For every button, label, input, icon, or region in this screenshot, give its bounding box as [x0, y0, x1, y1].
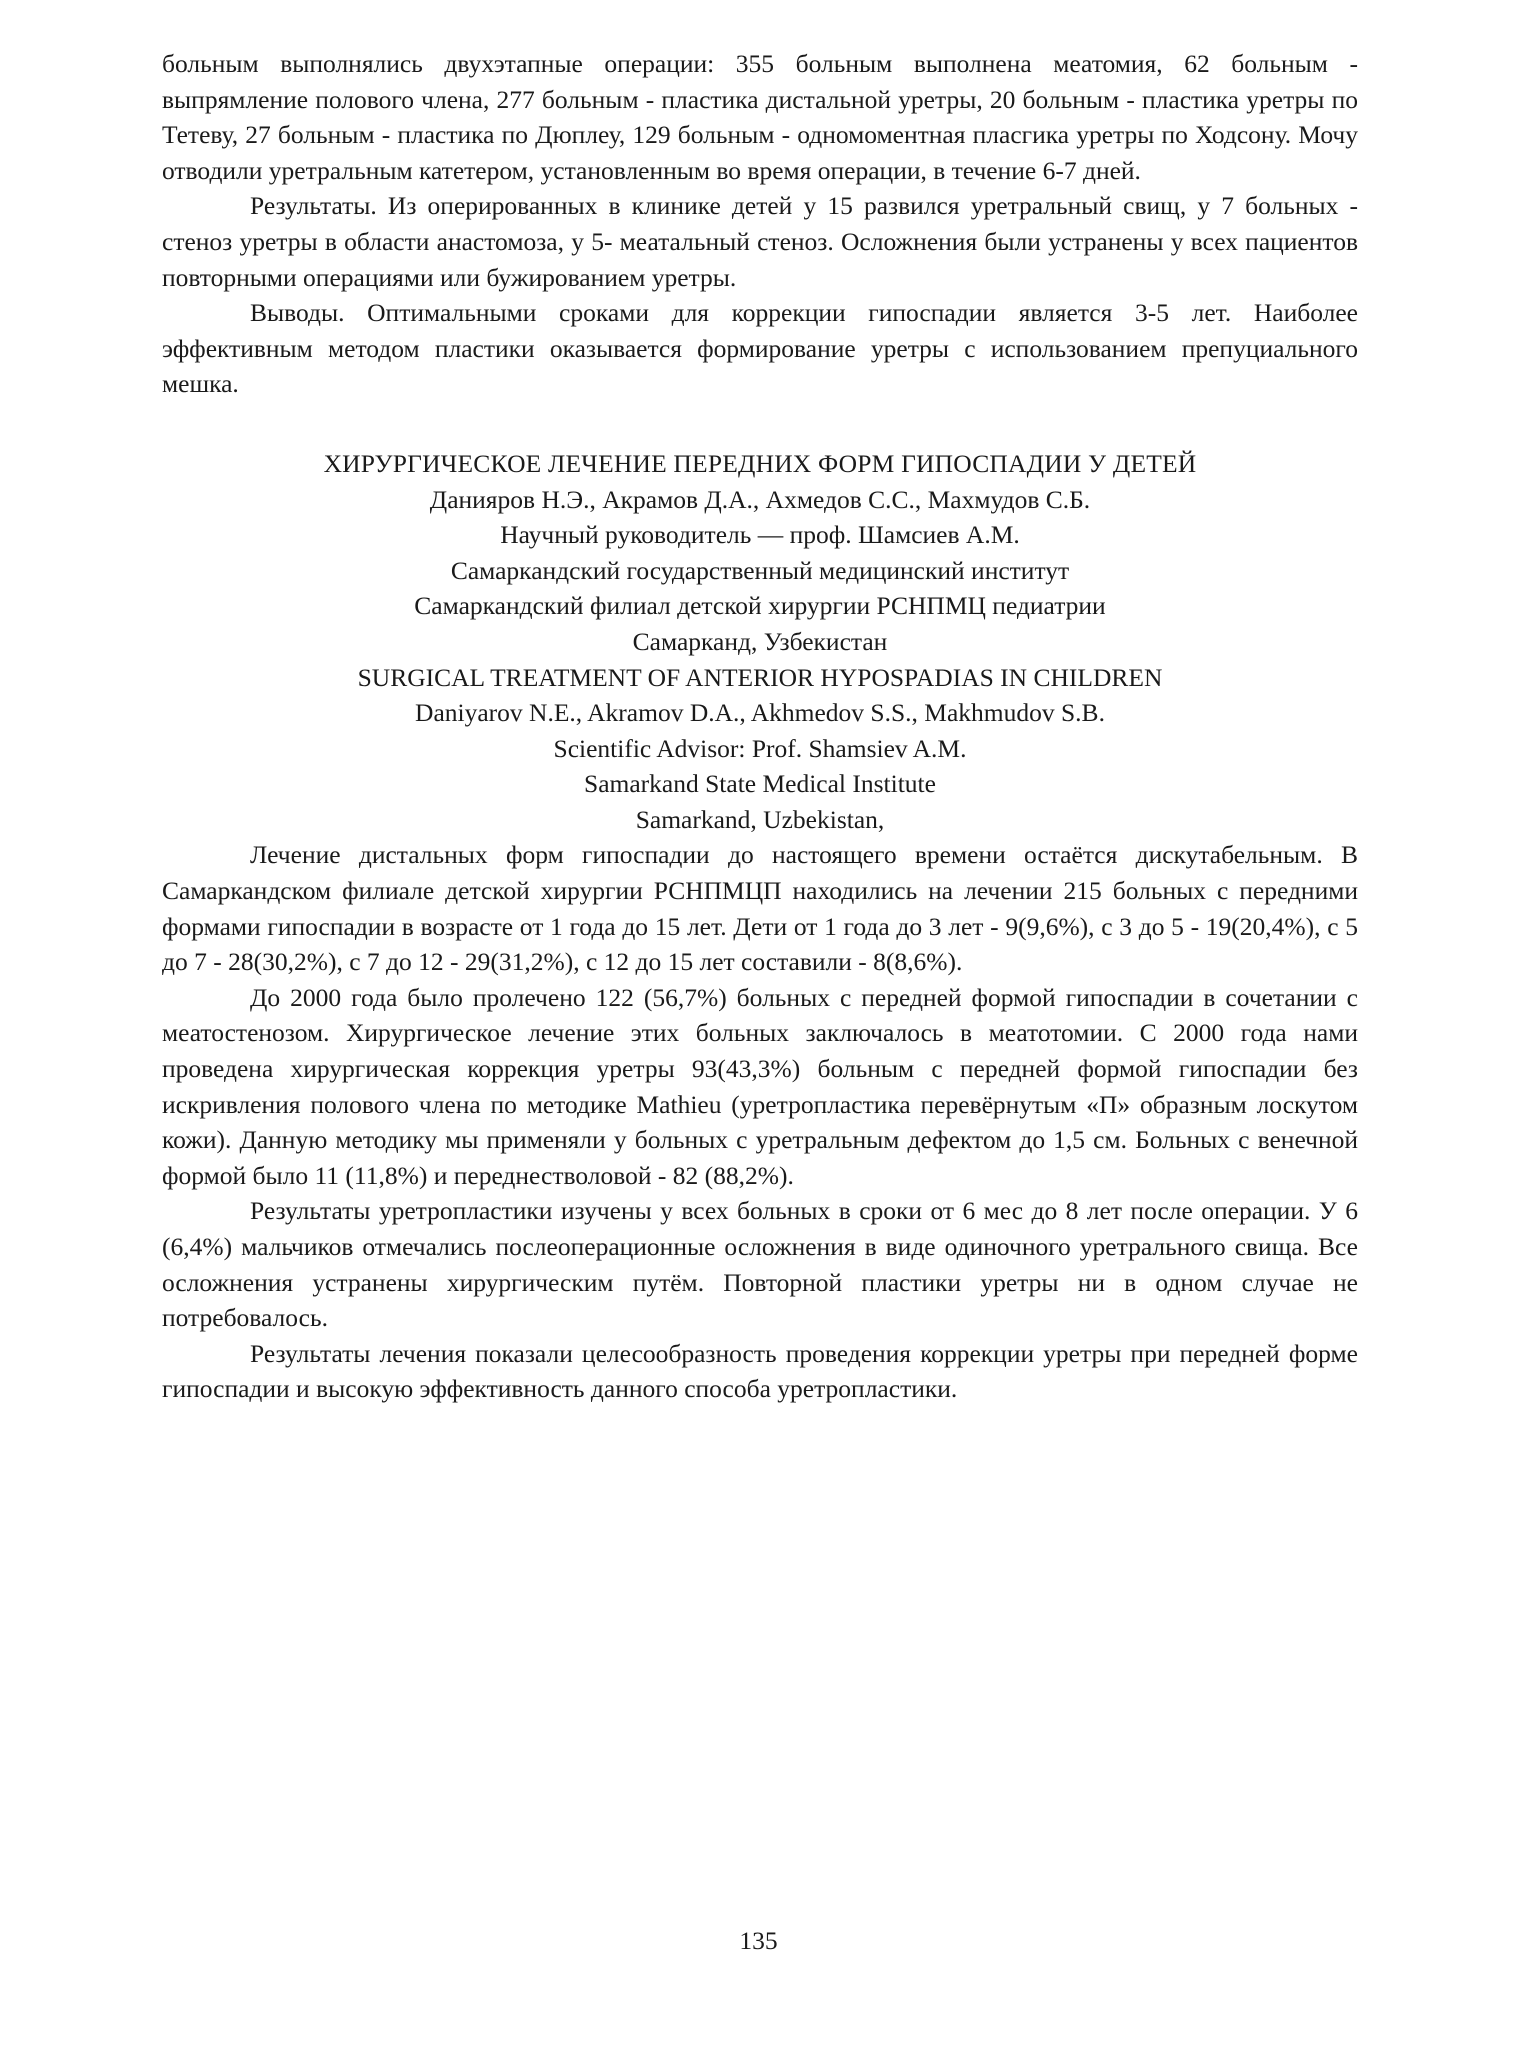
article-branch-ru: Самаркандский филиал детской хирургии РСНПМЦ педиатрии [414, 591, 1106, 621]
body-paragraph-intro: Лечение дистальных форм гипоспадии до настоящего времени остаётся дискутабельным. В Самаркандском филиале детской хирургии РСНПМЦП находились на лечении 215 больных с передними формами гипоспадии в возрасте от 1 года до 15 лет. Дети от 1 года до 3 лет - 9(9,6%), с 3 до 5 - 19(20,4%), с 5 до 7 - 28(30,2%), с 7 до 12 - 29(31,2%), с 12 до 15 лет составили - 8(8,6%). [162, 840, 1358, 977]
article-city-ru: Самарканд, Узбекистан [632, 626, 888, 656]
article-authors-ru: Данияров Н.Э., Акрамов Д.А., Ахмедов С.С., Махмудов С.Б. [429, 484, 1091, 514]
article-advisor-ru: Научный руководитель — проф. Шамсиев А.М. [500, 520, 1020, 550]
article-city-en: Samarkand, Uzbekistan, [635, 804, 885, 834]
body-paragraph-treatment: До 2000 года было пролечено 122 (56,7%) больных с передней формой гипоспадии в сочетании с меатостенозом. Хирургическое лечение этих больных заключалось в меатотомии. С 2000 года нами проведена хирургическая коррекция уретры 93(43,3%) больным с передней формой гипоспадии без искривления полового члена по методике Mathieu (уретропластика перевёрнутым «П» образным лоскутом кожи). Данную методику мы применяли у больных с уретральным дефектом до 1,5 см. Больных с венечной формой было 11 (11,8%) и переднестволовой - 82 (88,2%). [162, 982, 1358, 1190]
article-institute-en: Samarkand State Medical Institute [584, 769, 936, 799]
continuation-paragraph-methods: больным выполнялись двухэтапные операции: 355 больным выполнена меатомия, 62 больным - выпрямление полового члена, 277 больным - пластика дистальной уретры, 20 больным - пластика уретры по Тетеву, 27 больным - пластика по Дюплеу, 129 больным - одномоментная пласгика уретры по Ходсону. Мочу отводили уретральным катетером, установленным во время операции, в течение 6-7 дней. [162, 49, 1358, 185]
continuation-paragraph-conclusions: Выводы. Оптимальными сроками для коррекции гипоспадии является 3-5 лет. Наиболее эффективным методом пластики оказывается формирование уретры с использованием препуциального мешка. [162, 298, 1358, 399]
document-page [162, 46, 1358, 1407]
article-authors-en: Daniyarov N.E., Akramov D.A., Akhmedov S.S., Makhmudov S.B. [415, 698, 1105, 728]
article-header [162, 446, 1358, 838]
article-title-en: SURGICAL TREATMENT OF ANTERIOR HYPOSPADIAS IN CHILDREN [357, 662, 1163, 692]
article-institute-ru: Самаркандский государственный медицинский институт [450, 555, 1070, 585]
continuation-paragraph-results: Результаты. Из оперированных в клинике детей у 15 развился уретральный свищ, у 7 больных - стеноз уретры в области анастомоза, у 5- меатальный стеноз. Осложнения были устранены у всех пациентов повторными операциями или бужированием уретры. [162, 191, 1358, 292]
article-advisor-en: Scientific Advisor: Prof. Shamsiev A.M. [553, 733, 967, 763]
article-body [162, 837, 1358, 1407]
body-paragraph-conclusion: Результаты лечения показали целесообразность проведения коррекции уретры при передней форме гипоспадии и высокую эффективность данного способа уретропластики. [162, 1338, 1358, 1404]
section-gap [162, 402, 1358, 446]
body-paragraph-results: Результаты уретропластики изучены у всех больных в сроки от 6 мес до 8 лет после операции. У 6 (6,4%) мальчиков отмечались послеоперационные осложнения в виде одиночного уретрального свища. Все осложнения устранены хирургическим путём. Повторной пластики уретры ни в одном случае не потребовалось. [162, 1196, 1358, 1333]
article-title-ru: ХИРУРГИЧЕСКОЕ ЛЕЧЕНИЕ ПЕРЕДНИХ ФОРМ ГИПОСПАДИИ У ДЕТЕЙ [323, 448, 1197, 478]
page-number: 135 [739, 1926, 778, 1955]
